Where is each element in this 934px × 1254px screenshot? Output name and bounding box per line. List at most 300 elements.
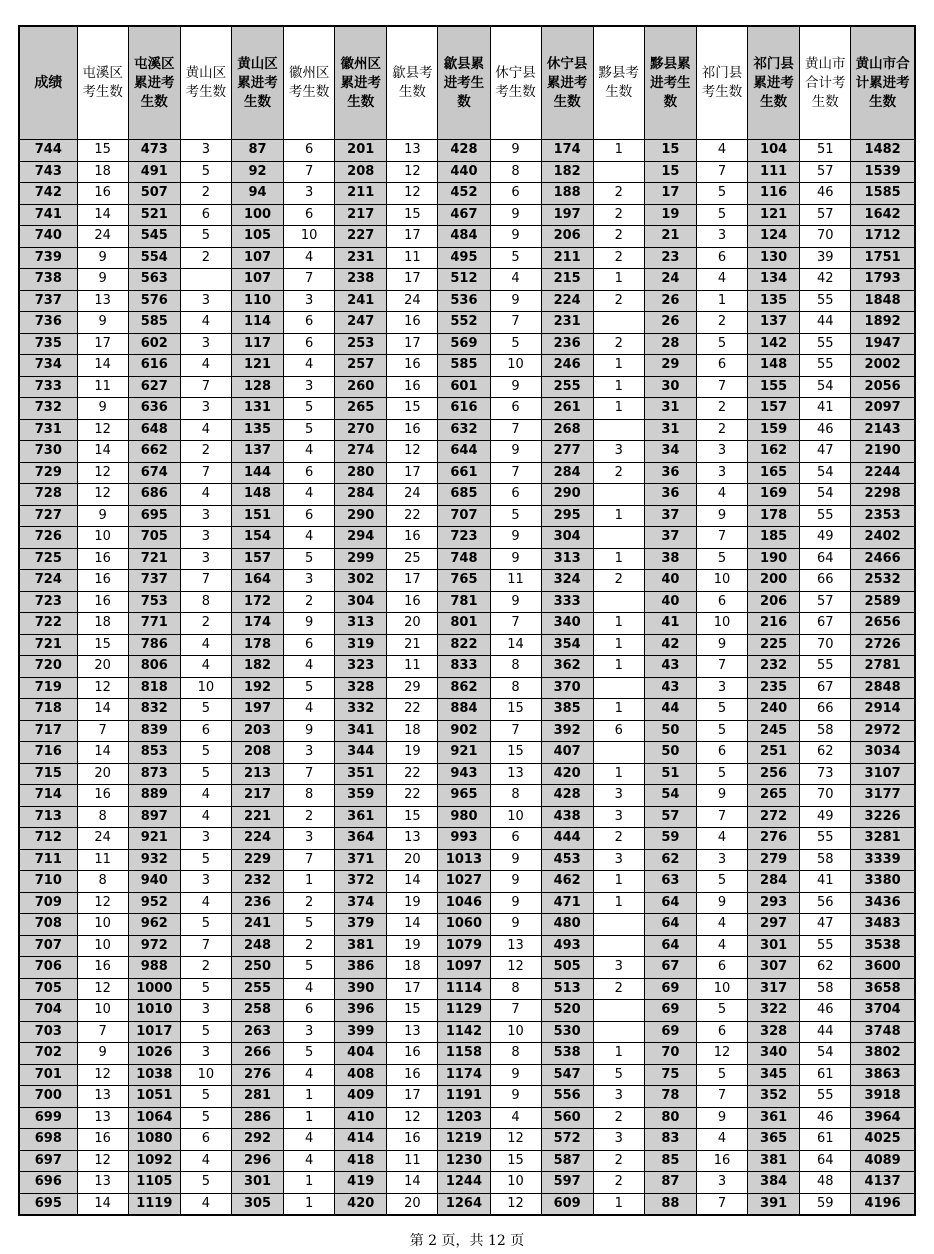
table-cell: 1 [593, 634, 644, 656]
table-cell: 2 [180, 957, 231, 979]
table-cell: 1203 [438, 1107, 490, 1129]
table-cell: 7 [696, 656, 747, 678]
table-cell: 4 [696, 914, 747, 936]
table-cell: 64 [644, 914, 696, 936]
table-cell: 10 [696, 978, 747, 1000]
header-city-total-count: 黄山市合计考生数 [800, 26, 851, 140]
table-cell: 208 [231, 742, 283, 764]
table-cell: 507 [128, 183, 180, 205]
table-cell: 9 [284, 613, 335, 635]
table-cell: 117 [231, 333, 283, 355]
table-row [19, 333, 915, 355]
table-cell: 1751 [851, 247, 915, 269]
table-cell: 206 [748, 591, 800, 613]
table-cell: 853 [128, 742, 180, 764]
table-cell: 9 [490, 527, 541, 549]
score-cell: 734 [19, 355, 77, 377]
table-cell: 4 [180, 419, 231, 441]
table-cell: 11 [387, 1150, 438, 1172]
table-cell: 5 [284, 1043, 335, 1065]
table-cell: 63 [644, 871, 696, 893]
table-cell: 4 [284, 355, 335, 377]
score-cell: 714 [19, 785, 77, 807]
table-cell: 6 [696, 1021, 747, 1043]
table-cell: 552 [438, 312, 490, 334]
table-cell: 4 [284, 484, 335, 506]
table-cell: 232 [748, 656, 800, 678]
table-cell: 1244 [438, 1172, 490, 1194]
table-cell: 6 [490, 828, 541, 850]
table-cell: 409 [335, 1086, 387, 1108]
header-city-total-cumulative: 黄山市合计累进考生数 [851, 26, 915, 140]
table-cell: 15 [77, 140, 128, 162]
table-cell: 4 [696, 484, 747, 506]
table-cell: 16 [387, 1129, 438, 1151]
table-cell: 293 [748, 892, 800, 914]
table-cell: 174 [541, 140, 593, 162]
table-cell: 10 [180, 1064, 231, 1086]
table-cell: 241 [231, 914, 283, 936]
table-cell: 24 [387, 290, 438, 312]
table-cell: 4 [180, 892, 231, 914]
table-cell: 7 [490, 1000, 541, 1022]
table-cell: 993 [438, 828, 490, 850]
table-cell: 10 [180, 677, 231, 699]
table-cell: 2 [593, 290, 644, 312]
score-cell: 703 [19, 1021, 77, 1043]
table-cell: 9 [77, 398, 128, 420]
table-cell: 3 [284, 742, 335, 764]
table-cell: 12 [490, 957, 541, 979]
table-cell: 8 [284, 785, 335, 807]
table-cell: 20 [387, 849, 438, 871]
table-cell: 771 [128, 613, 180, 635]
table-cell [593, 914, 644, 936]
table-cell: 362 [541, 656, 593, 678]
table-cell: 5 [696, 1000, 747, 1022]
table-cell: 420 [335, 1193, 387, 1215]
table-cell: 572 [541, 1129, 593, 1151]
table-cell: 3538 [851, 935, 915, 957]
table-cell: 5 [180, 978, 231, 1000]
table-cell: 294 [335, 527, 387, 549]
table-row [19, 806, 915, 828]
table-cell: 1051 [128, 1086, 180, 1108]
table-cell: 319 [335, 634, 387, 656]
table-cell: 414 [335, 1129, 387, 1151]
table-cell: 602 [128, 333, 180, 355]
table-cell: 2972 [851, 720, 915, 742]
table-cell: 832 [128, 699, 180, 721]
table-cell: 354 [541, 634, 593, 656]
table-cell: 408 [335, 1064, 387, 1086]
table-cell: 13 [387, 828, 438, 850]
table-cell: 9 [696, 1107, 747, 1129]
table-cell: 3 [593, 441, 644, 463]
table-cell: 3 [180, 548, 231, 570]
table-cell: 3 [284, 290, 335, 312]
table-cell: 3436 [851, 892, 915, 914]
table-cell: 2 [593, 1172, 644, 1194]
table-cell: 235 [748, 677, 800, 699]
table-cell: 19 [387, 742, 438, 764]
table-cell: 1 [593, 656, 644, 678]
table-cell: 632 [438, 419, 490, 441]
table-cell: 6 [696, 742, 747, 764]
table-cell: 54 [800, 462, 851, 484]
table-cell: 4 [284, 656, 335, 678]
table-cell: 10 [77, 935, 128, 957]
table-cell: 2353 [851, 505, 915, 527]
table-cell: 6 [180, 720, 231, 742]
table-cell: 88 [644, 1193, 696, 1215]
table-cell: 232 [231, 871, 283, 893]
score-cell: 744 [19, 140, 77, 162]
table-cell: 11 [77, 376, 128, 398]
score-cell: 712 [19, 828, 77, 850]
table-cell: 520 [541, 1000, 593, 1022]
table-cell: 121 [231, 355, 283, 377]
table-cell: 260 [335, 376, 387, 398]
table-cell: 3 [180, 333, 231, 355]
table-cell: 6 [490, 183, 541, 205]
table-cell: 1080 [128, 1129, 180, 1151]
score-cell: 722 [19, 613, 77, 635]
table-cell: 217 [335, 204, 387, 226]
table-cell: 3281 [851, 828, 915, 850]
table-cell: 9 [77, 269, 128, 291]
table-row [19, 441, 915, 463]
table-cell: 839 [128, 720, 180, 742]
table-cell: 9 [490, 849, 541, 871]
table-cell: 255 [541, 376, 593, 398]
table-cell: 3 [593, 1129, 644, 1151]
table-cell: 7 [696, 1193, 747, 1215]
table-cell: 5 [180, 226, 231, 248]
table-cell: 1097 [438, 957, 490, 979]
table-cell: 301 [231, 1172, 283, 1194]
table-cell: 70 [800, 785, 851, 807]
table-row [19, 398, 915, 420]
table-cell: 2 [593, 183, 644, 205]
table-cell: 8 [180, 591, 231, 613]
table-cell: 921 [128, 828, 180, 850]
table-cell: 16 [77, 591, 128, 613]
table-cell: 536 [438, 290, 490, 312]
table-cell: 6 [284, 505, 335, 527]
table-cell: 14 [77, 1193, 128, 1215]
table-cell: 16 [387, 355, 438, 377]
table-cell: 7 [284, 849, 335, 871]
table-cell: 104 [748, 140, 800, 162]
table-cell: 597 [541, 1172, 593, 1194]
table-cell: 1219 [438, 1129, 490, 1151]
table-cell: 17 [387, 333, 438, 355]
table-cell: 889 [128, 785, 180, 807]
table-cell: 137 [231, 441, 283, 463]
table-cell: 6 [284, 312, 335, 334]
table-cell: 493 [541, 935, 593, 957]
table-cell: 317 [748, 978, 800, 1000]
table-cell: 7 [180, 376, 231, 398]
table-cell: 2 [284, 935, 335, 957]
table-cell: 12 [77, 462, 128, 484]
table-cell: 390 [335, 978, 387, 1000]
table-cell: 16 [387, 419, 438, 441]
table-cell: 15 [644, 161, 696, 183]
table-cell: 3 [180, 398, 231, 420]
table-cell: 2 [593, 462, 644, 484]
table-cell: 247 [335, 312, 387, 334]
table-cell: 15 [387, 398, 438, 420]
table-cell: 341 [335, 720, 387, 742]
table-cell: 279 [748, 849, 800, 871]
table-cell: 7 [696, 376, 747, 398]
table-cell: 9 [490, 548, 541, 570]
table-cell: 324 [541, 570, 593, 592]
table-cell: 144 [231, 462, 283, 484]
table-cell: 462 [541, 871, 593, 893]
table-cell: 7 [77, 720, 128, 742]
table-cell: 9 [696, 634, 747, 656]
table-cell: 818 [128, 677, 180, 699]
table-cell: 6 [696, 247, 747, 269]
table-cell: 12 [77, 1150, 128, 1172]
table-cell: 2 [593, 204, 644, 226]
table-cell: 5 [180, 161, 231, 183]
header-tunxi-count: 屯溪区考生数 [77, 26, 128, 140]
score-cell: 728 [19, 484, 77, 506]
table-cell: 1712 [851, 226, 915, 248]
table-cell: 661 [438, 462, 490, 484]
table-cell: 58 [800, 849, 851, 871]
table-cell: 3 [696, 677, 747, 699]
table-cell: 1064 [128, 1107, 180, 1129]
table-cell: 1 [593, 548, 644, 570]
table-cell: 6 [284, 462, 335, 484]
table-cell [593, 161, 644, 183]
table-cell: 473 [128, 140, 180, 162]
table-cell: 107 [231, 269, 283, 291]
table-cell: 384 [748, 1172, 800, 1194]
table-row [19, 892, 915, 914]
table-cell: 15 [387, 806, 438, 828]
score-cell: 697 [19, 1150, 77, 1172]
table-row [19, 312, 915, 334]
table-cell: 3 [180, 1000, 231, 1022]
table-cell: 17 [77, 333, 128, 355]
table-cell: 17 [387, 570, 438, 592]
table-cell: 2 [593, 333, 644, 355]
table-row [19, 462, 915, 484]
table-cell: 192 [231, 677, 283, 699]
table-cell: 290 [335, 505, 387, 527]
table-cell: 972 [128, 935, 180, 957]
table-cell: 55 [800, 505, 851, 527]
table-cell: 707 [438, 505, 490, 527]
score-cell: 713 [19, 806, 77, 828]
table-cell: 538 [541, 1043, 593, 1065]
table-row [19, 140, 915, 162]
table-cell: 281 [231, 1086, 283, 1108]
table-cell: 3 [696, 441, 747, 463]
table-cell: 231 [335, 247, 387, 269]
table-cell: 16 [387, 1043, 438, 1065]
table-cell: 23 [644, 247, 696, 269]
table-cell: 4 [284, 699, 335, 721]
table-cell: 15 [77, 634, 128, 656]
table-cell: 3483 [851, 914, 915, 936]
table-cell: 1947 [851, 333, 915, 355]
table-cell: 240 [748, 699, 800, 721]
table-cell: 12 [77, 892, 128, 914]
table-cell: 12 [77, 978, 128, 1000]
table-cell: 9 [490, 892, 541, 914]
table-cell: 5 [180, 1107, 231, 1129]
table-cell: 54 [800, 484, 851, 506]
table-cell: 50 [644, 742, 696, 764]
table-cell: 2097 [851, 398, 915, 420]
table-cell: 1 [284, 871, 335, 893]
table-cell: 4 [180, 312, 231, 334]
table-cell: 7 [490, 312, 541, 334]
table-cell: 10 [77, 914, 128, 936]
table-cell: 616 [438, 398, 490, 420]
table-cell: 5 [696, 720, 747, 742]
table-cell: 2 [180, 247, 231, 269]
table-cell: 148 [231, 484, 283, 506]
table-row [19, 742, 915, 764]
table-cell: 545 [128, 226, 180, 248]
page-footer: 第 2 页，共 12 页 [409, 1233, 525, 1249]
table-cell: 7 [696, 1086, 747, 1108]
table-cell: 11 [490, 570, 541, 592]
table-cell: 66 [800, 570, 851, 592]
table-cell: 4 [180, 355, 231, 377]
table-cell: 46 [800, 1107, 851, 1129]
table-cell: 131 [231, 398, 283, 420]
table-cell: 57 [800, 204, 851, 226]
table-cell: 340 [541, 613, 593, 635]
table-cell: 13 [490, 763, 541, 785]
table-cell: 1539 [851, 161, 915, 183]
table-cell: 4 [180, 785, 231, 807]
table-row [19, 720, 915, 742]
score-cell: 733 [19, 376, 77, 398]
header-shexian-cumulative: 歙县累进考生数 [438, 26, 490, 140]
table-cell: 12 [77, 419, 128, 441]
table-cell: 3748 [851, 1021, 915, 1043]
table-cell: 333 [541, 591, 593, 613]
table-cell: 370 [541, 677, 593, 699]
table-cell: 55 [800, 935, 851, 957]
table-cell: 3 [180, 140, 231, 162]
table-cell: 16 [77, 957, 128, 979]
table-cell: 172 [231, 591, 283, 613]
score-cell: 711 [19, 849, 77, 871]
table-cell: 3034 [851, 742, 915, 764]
table-row [19, 1043, 915, 1065]
table-cell: 943 [438, 763, 490, 785]
score-cell: 698 [19, 1129, 77, 1151]
table-cell: 4 [696, 935, 747, 957]
table-cell: 965 [438, 785, 490, 807]
table-cell: 585 [438, 355, 490, 377]
table-cell: 381 [748, 1150, 800, 1172]
table-cell: 57 [800, 161, 851, 183]
table-cell: 801 [438, 613, 490, 635]
table-cell: 505 [541, 957, 593, 979]
table-cell: 12 [490, 1193, 541, 1215]
table-cell: 323 [335, 656, 387, 678]
table-cell: 352 [748, 1086, 800, 1108]
table-cell: 3 [180, 1043, 231, 1065]
table-cell: 201 [335, 140, 387, 162]
table-cell: 1129 [438, 1000, 490, 1022]
table-cell: 5 [490, 333, 541, 355]
table-cell: 16 [77, 785, 128, 807]
table-cell: 585 [128, 312, 180, 334]
table-cell: 284 [748, 871, 800, 893]
table-cell: 4 [696, 140, 747, 162]
table-cell: 36 [644, 462, 696, 484]
table-cell: 50 [644, 720, 696, 742]
table-cell: 1092 [128, 1150, 180, 1172]
table-cell: 100 [231, 204, 283, 226]
table-cell: 616 [128, 355, 180, 377]
table-cell: 1642 [851, 204, 915, 226]
table-cell: 2 [180, 613, 231, 635]
header-yixian-count: 黟县考生数 [593, 26, 644, 140]
table-cell: 197 [541, 204, 593, 226]
table-cell: 1174 [438, 1064, 490, 1086]
table-cell: 42 [800, 269, 851, 291]
table-cell: 322 [748, 1000, 800, 1022]
table-cell: 1 [593, 355, 644, 377]
table-cell: 14 [387, 1172, 438, 1194]
table-cell: 261 [541, 398, 593, 420]
table-cell: 4 [180, 806, 231, 828]
table-cell: 75 [644, 1064, 696, 1086]
table-cell: 238 [335, 269, 387, 291]
table-cell: 328 [748, 1021, 800, 1043]
score-cell: 721 [19, 634, 77, 656]
table-row [19, 161, 915, 183]
table-cell: 921 [438, 742, 490, 764]
table-cell: 137 [748, 312, 800, 334]
table-cell: 6 [284, 634, 335, 656]
table-cell: 276 [231, 1064, 283, 1086]
table-cell: 6 [180, 204, 231, 226]
table-cell: 3658 [851, 978, 915, 1000]
table-row [19, 505, 915, 527]
table-cell: 13 [77, 1172, 128, 1194]
table-cell: 3802 [851, 1043, 915, 1065]
table-cell: 3380 [851, 871, 915, 893]
table-cell: 4137 [851, 1172, 915, 1194]
table-cell: 19 [387, 935, 438, 957]
table-row [19, 763, 915, 785]
table-cell: 5 [696, 333, 747, 355]
table-cell: 6 [696, 591, 747, 613]
table-cell: 12 [387, 1107, 438, 1129]
table-cell: 313 [541, 548, 593, 570]
table-cell: 178 [748, 505, 800, 527]
table-cell: 364 [335, 828, 387, 850]
table-cell: 105 [231, 226, 283, 248]
table-cell: 51 [644, 763, 696, 785]
table-cell: 14 [490, 634, 541, 656]
